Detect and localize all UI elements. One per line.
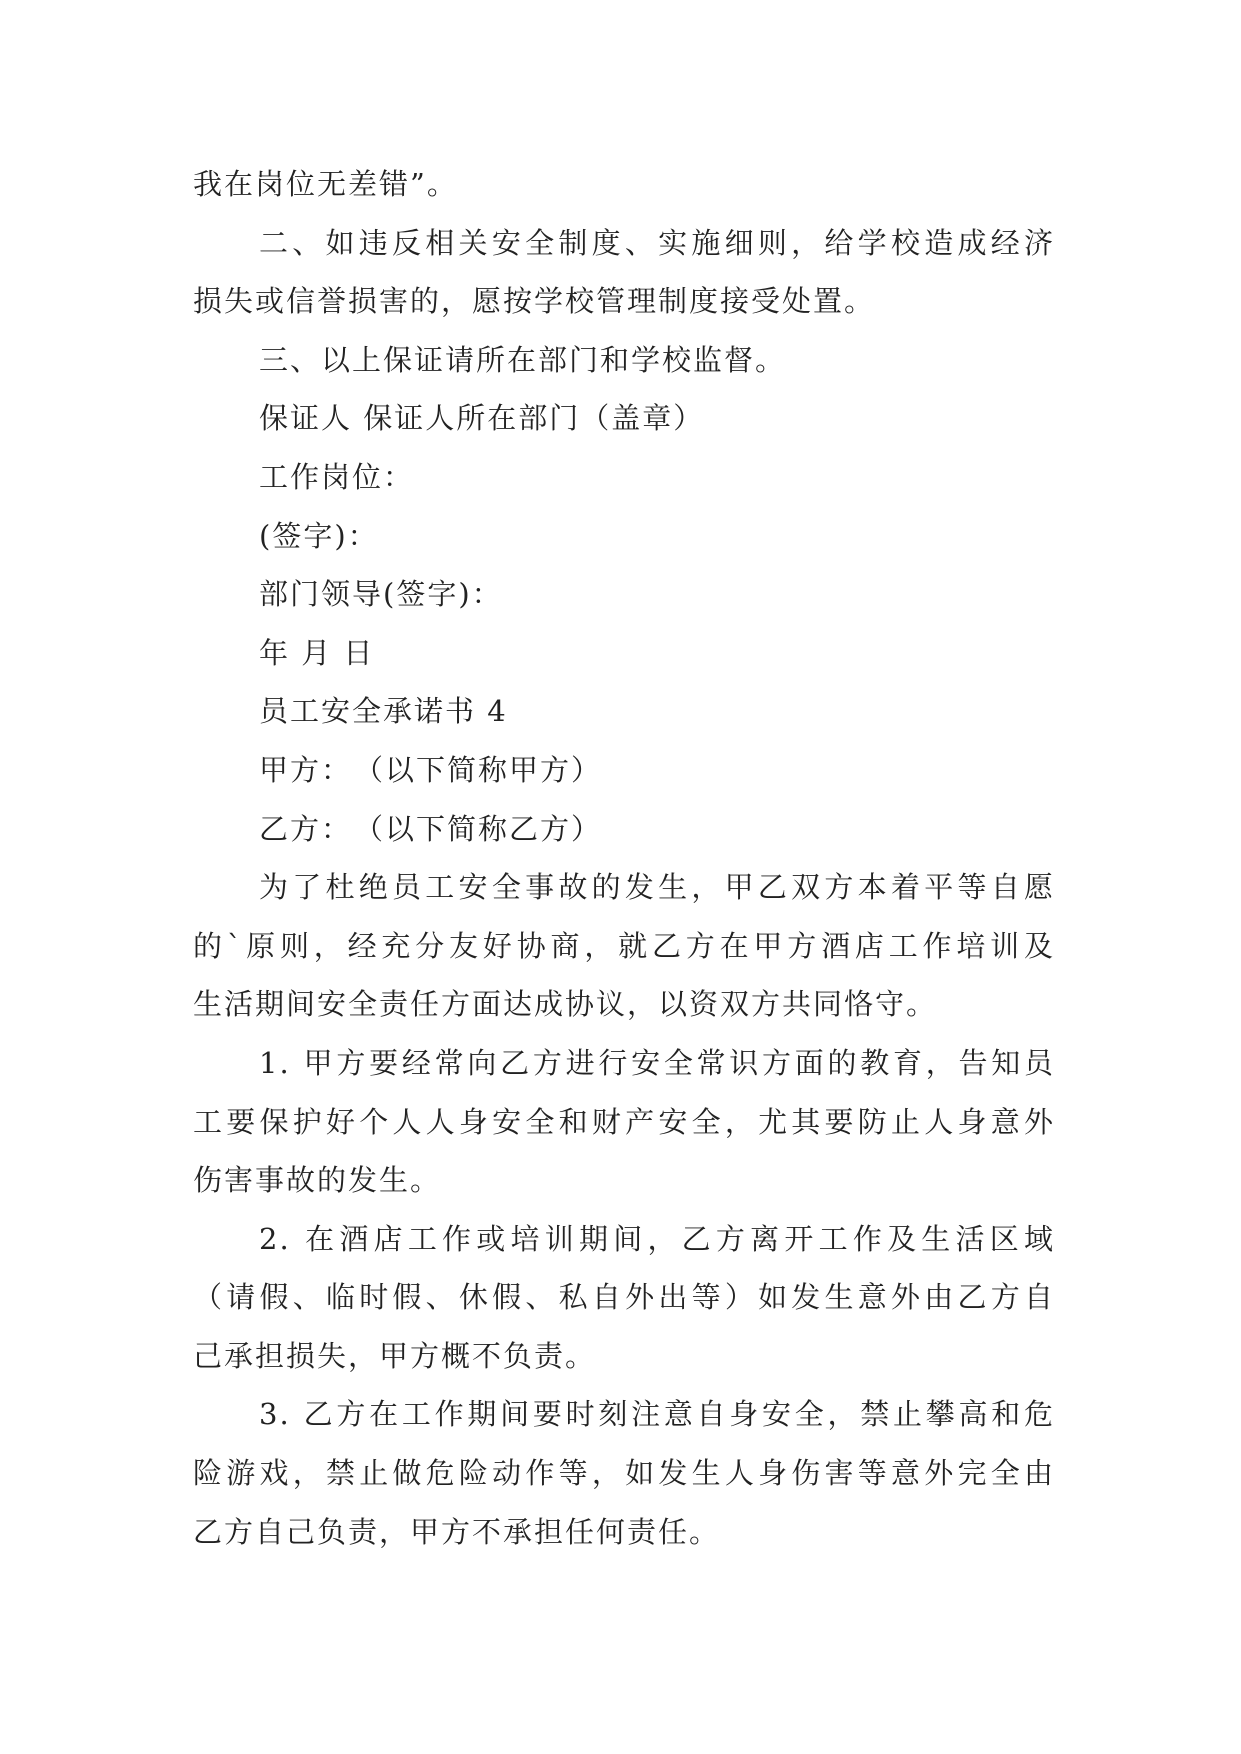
text-line: 乙方： （以下简称乙方） [259,811,603,846]
text-line: 三、以上保证请所在部门和学校监督。 [259,342,787,377]
text-line: 3. 乙方在工作期间要时刻注意自身安全，禁止攀高和危 [259,1397,1055,1432]
text-line: 部门领导(签字)： [259,577,503,612]
text-line: 的`原则，经充分友好协商，就乙方在甲方酒店工作培训及 [193,928,1055,963]
text-line: 己承担损失，甲方概不负责。 [193,1338,597,1373]
text-line: 我在岗位无差错”。 [193,167,458,201]
text-line: 2. 在酒店工作或培训期间，乙方离开工作及生活区域 [259,1221,1055,1256]
text-line: 险游戏，禁止做危险动作等，如发生人身伤害等意外完全由 [193,1456,1055,1491]
text-line: 乙方自己负责，甲方不承担任何责任。 [193,1514,721,1549]
text-line: 伤害事故的发生。 [193,1163,442,1198]
text-line: 1. 甲方要经常向乙方进行安全常识方面的教育，告知员 [259,1045,1055,1080]
text-line: 为了杜绝员工安全事故的发生，甲乙双方本着平等自愿 [259,870,1055,905]
text-line: 甲方： （以下简称甲方） [259,752,603,787]
text-line: 保证人 保证人所在部门（盖章） [259,401,705,436]
text-line: (签字)： [259,518,379,553]
text-line: 损失或信誉损害的，愿按学校管理制度接受处置。 [193,284,876,319]
document-body [193,155,1055,1561]
text-line: 生活期间安全责任方面达成协议，以资双方共同恪守。 [193,987,938,1022]
text-line: 二、如违反相关安全制度、实施细则，给学校造成经济 [259,225,1055,260]
text-line: 年 月 日 [259,635,375,670]
text-line: 工作岗位： [259,459,415,494]
text-line: 工要保护好个人人身安全和财产安全，尤其要防止人身意外 [193,1104,1055,1139]
text-line: 员工安全承诺书 4 [259,694,508,729]
text-line: （请假、临时假、休假、私自外出等）如发生意外由乙方自 [193,1280,1055,1315]
